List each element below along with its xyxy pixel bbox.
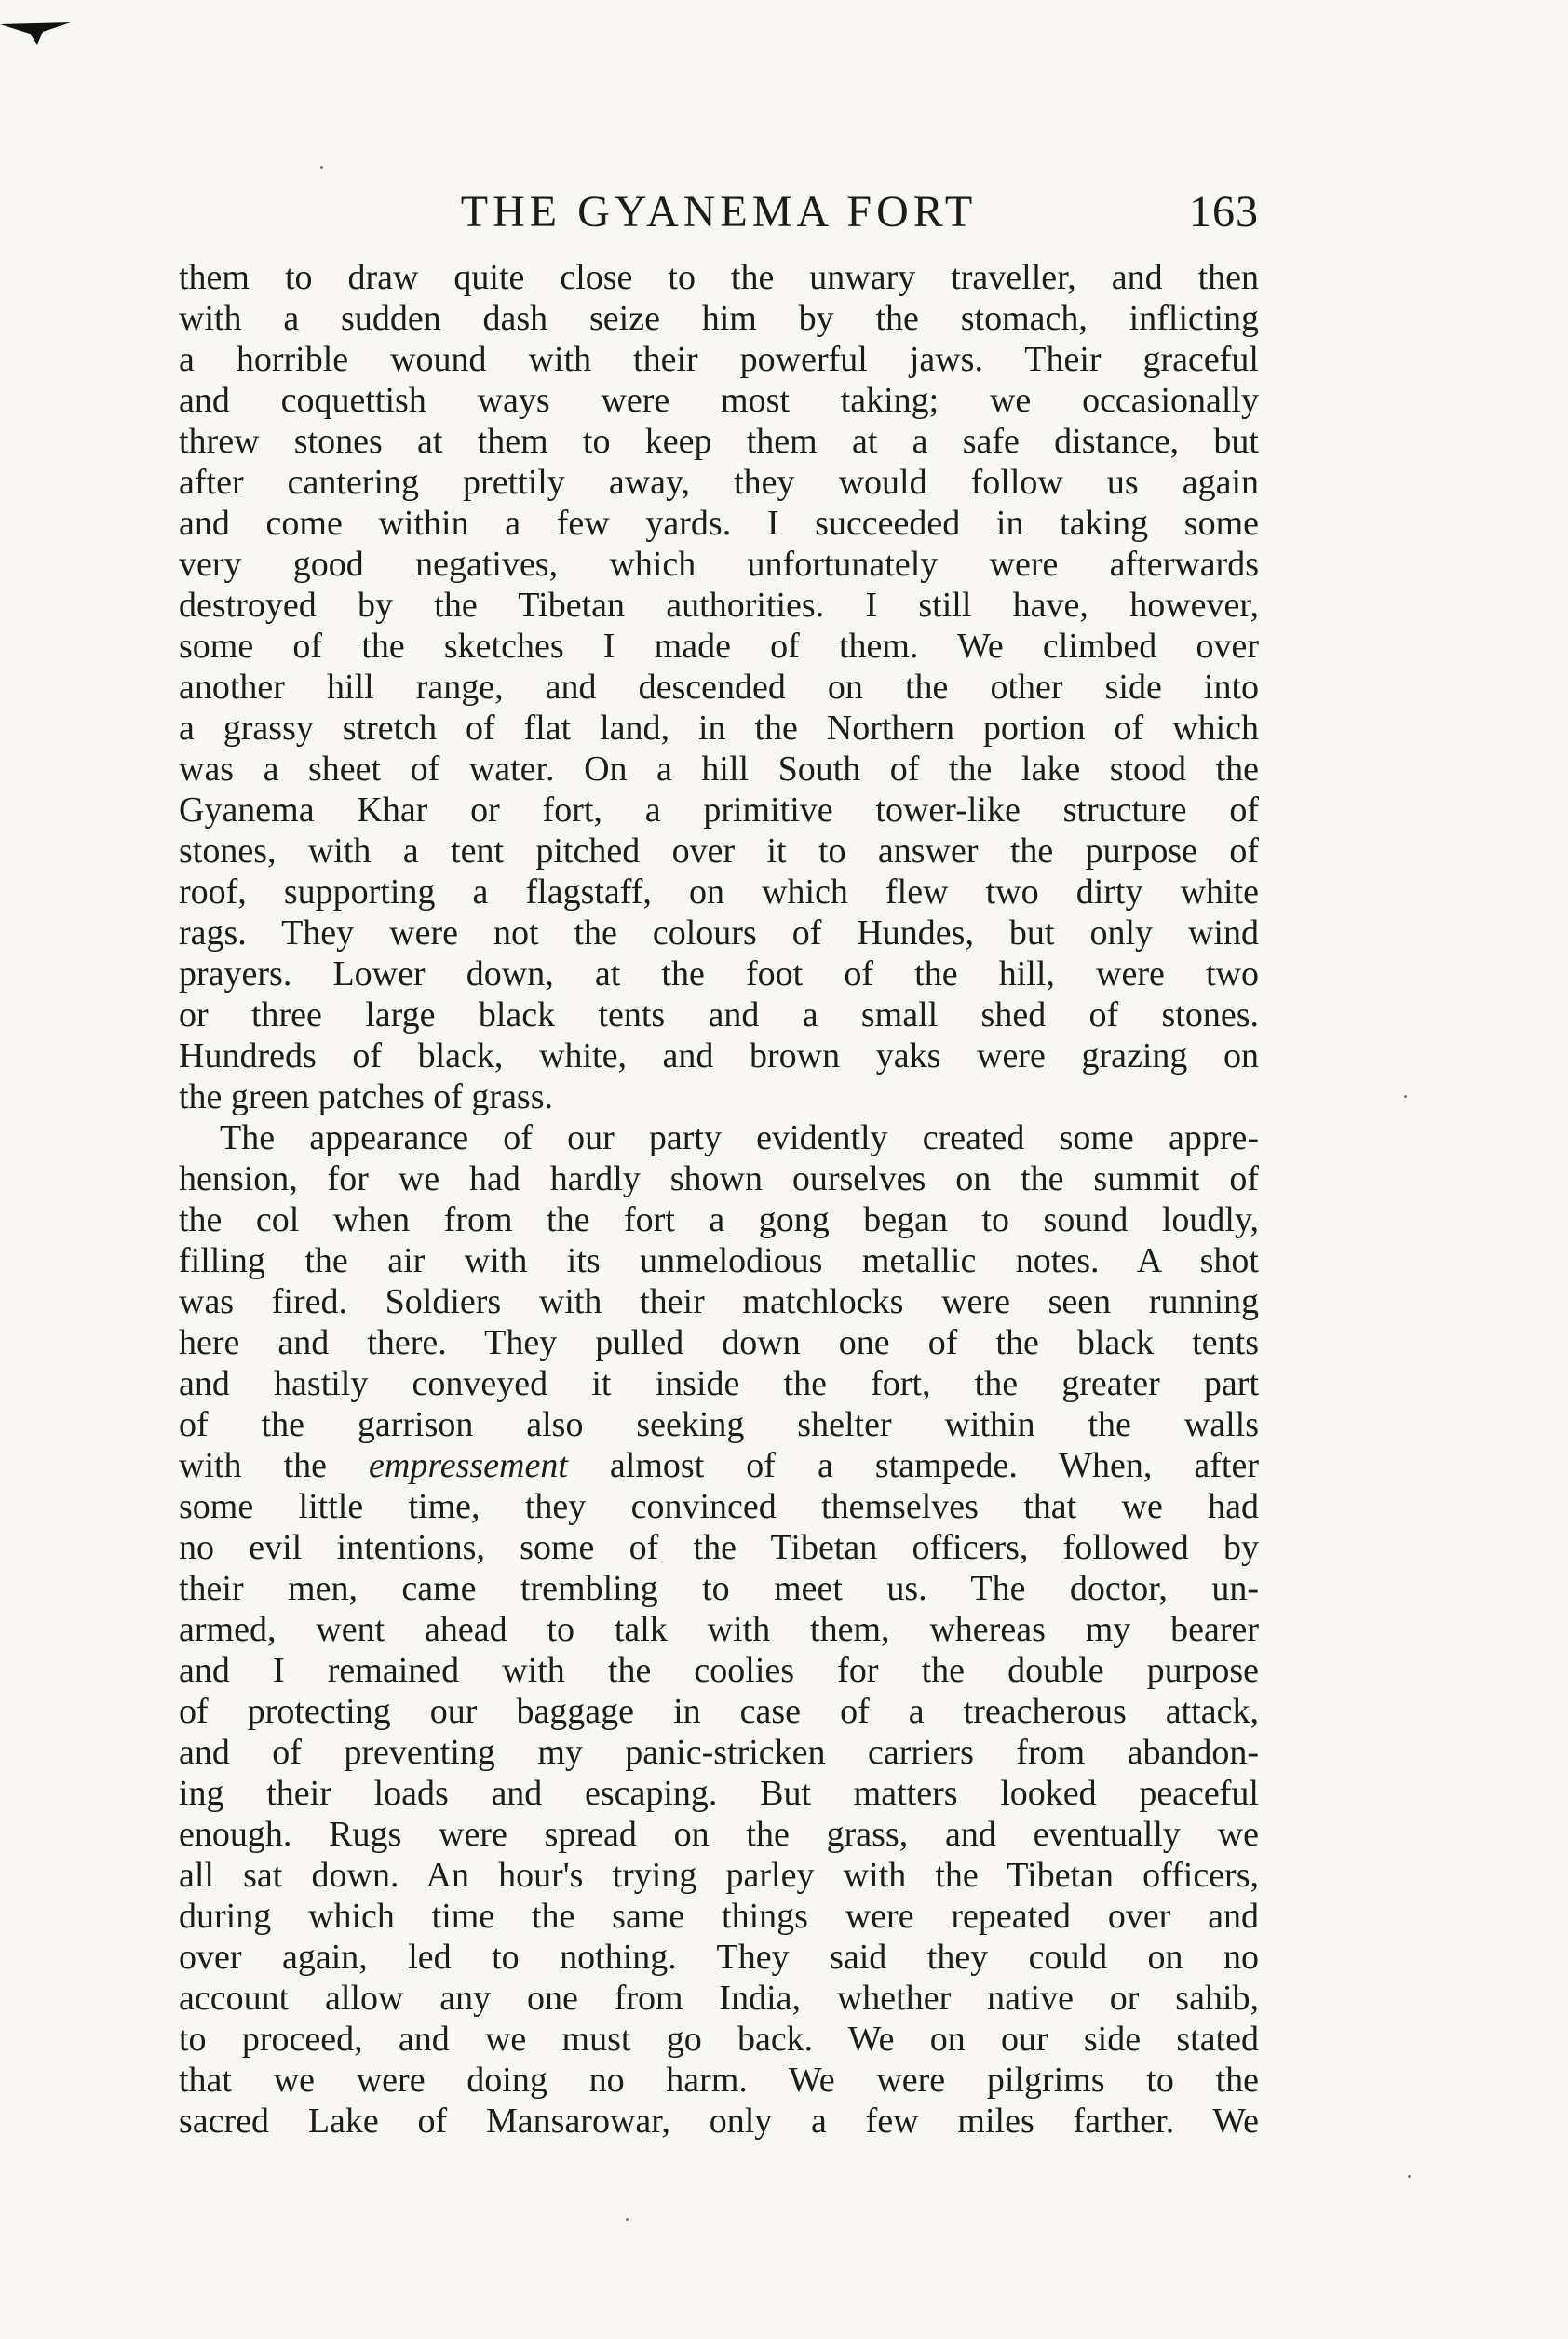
text-line: here and there. They pulled down one of the black tents [179,1323,1259,1362]
text-line: a grassy stretch of flat land, in the Northern portion of which [179,709,1259,748]
text-line: after cantering prettily away, they would follow us again [179,463,1259,502]
text-line: enough. Rugs were spread on the grass, and eventually we [179,1815,1259,1854]
page-number: 163 [1189,187,1259,237]
running-title: THE GYANEMA FORT [460,187,978,237]
text-line: threw stones at them to keep them at a safe distance, but [179,422,1259,461]
text-line: some little time, they convinced themselves that we had [179,1487,1259,1526]
text-line: their men, came trembling to meet us. The doctor, un- [179,1569,1259,1608]
text-line: roof, supporting a flagstaff, on which flew two dirty white [179,872,1259,912]
paper-speck [626,2218,629,2221]
text-line: The appearance of our party evidently created some appre- [220,1118,1259,1157]
paper-speck [1404,1095,1407,1098]
text-fragment: with the [179,1446,370,1485]
body-text [179,257,1259,2142]
text-line: during which time the same things were repeated over and [179,1897,1259,1936]
text-line: them to draw quite close to the unwary traveller, and then [179,258,1259,297]
text-line: no evil intentions, some of the Tibetan officers, followed by [179,1528,1259,1567]
text-line: very good negatives, which unfortunately were afterwards [179,545,1259,584]
text-line: destroyed by the Tibetan authorities. I still have, however, [179,586,1259,625]
text-line: a horrible wound with their powerful jaws. Their graceful [179,340,1259,379]
text-line: stones, with a tent pitched over it to answer the purpose of [179,831,1259,871]
text-line: and of preventing my panic-stricken carriers from abandon- [179,1733,1259,1772]
text-line: the col when from the fort a gong began to sound loudly, [179,1200,1259,1239]
text-line: of the garrison also seeking shelter within the walls [179,1405,1259,1444]
text-line: armed, went ahead to talk with them, whereas my bearer [179,1610,1259,1649]
running-header [179,184,1259,240]
text-line: prayers. Lower down, at the foot of the hill, were two [179,954,1259,994]
text-line: and coquettish ways were most taking; we occasionally [179,381,1259,420]
text-line: and hastily conveyed it inside the fort, the greater part [179,1364,1259,1403]
text-line: and I remained with the coolies for the double purpose [179,1651,1259,1690]
text-line: and come within a few yards. I succeeded in taking some [179,504,1259,543]
text-line: some of the sketches I made of them. We climbed over [179,627,1259,666]
text-line: over again, led to nothing. They said they could on no [179,1938,1259,1977]
italic-word: empressement [369,1446,568,1485]
paper-speck [1408,2175,1411,2178]
page-corner-mark [0,22,74,60]
text-line: Gyanema Khar or fort, a primitive tower-like structure of [179,791,1259,830]
text-line: another hill range, and descended on the other side into [179,668,1259,707]
text-line: sacred Lake of Mansarowar, only a few miles farther. We [179,2102,1259,2141]
text-line: hension, for we had hardly shown ourselves on the summit of [179,1159,1259,1198]
text-line: to proceed, and we must go back. We on our side stated [179,2020,1259,2059]
text-line: Hundreds of black, white, and brown yaks were grazing on [179,1036,1259,1075]
text-line: rags. They were not the colours of Hundes, but only wind [179,913,1259,953]
text-line: the green patches of grass. [179,1077,554,1116]
text-line: was fired. Soldiers with their matchlocks were seen running [179,1282,1259,1321]
text-fragment: almost of a stampede. When, after [567,1446,1259,1485]
text-line: all sat down. An hour's trying parley with the Tibetan officers, [179,1856,1259,1895]
text-line: of protecting our baggage in case of a treacherous attack, [179,1692,1259,1731]
text-line: with a sudden dash seize him by the stomach, inflicting [179,299,1259,338]
paper-speck [320,166,323,169]
text-line-with-italic [179,1445,1259,1486]
text-line: account allow any one from India, whether native or sahib, [179,1979,1259,2018]
text-line: that we were doing no harm. We were pilgrims to the [179,2061,1259,2100]
text-line: was a sheet of water. On a hill South of the lake stood the [179,750,1259,789]
text-line: filling the air with its unmelodious metallic notes. A shot [179,1241,1259,1280]
text-line: ing their loads and escaping. But matters looked peaceful [179,1774,1259,1813]
text-line: or three large black tents and a small shed of stones. [179,995,1259,1034]
